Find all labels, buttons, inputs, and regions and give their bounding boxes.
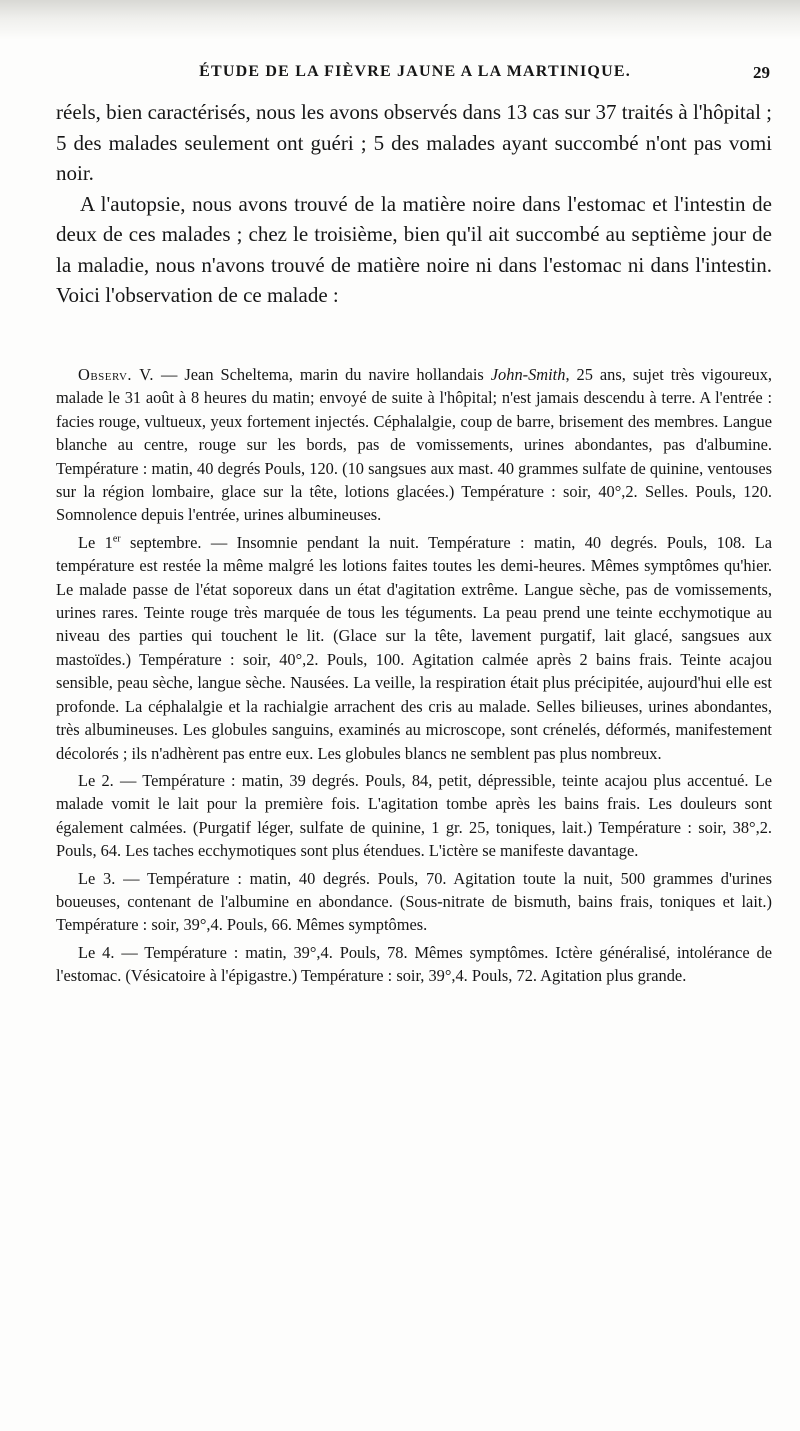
observation-opening-text-2: , 25 ans, sujet très vigoureux, malade le 31 août à 8 heures du matin; envoyé de suite à l'hôpital; n'est jamais descendu à terre. A l'entrée : facies rouge, vultueux, yeux fortement injectés. Céphalalgie, coup de barre, brisement des membres. Langue blanche au centre, rouge sur les bords, pas de vomissements, urines abondantes, pas d'albumine. Température : matin, 40 degrés Pouls, 120. (10 sangsues aux mast. 40 grammes sulfate de quinine, ventouses sur la région lombaire, glace sur la tête, lotions glacées.) Température : soir, 40°,2. Selles. Pouls, 120. Somnolence depuis l'entrée, urines albumineuses. (56, 365, 772, 525)
observation-v (56, 363, 772, 992)
day-1-entry (56, 531, 772, 765)
observation-opening (56, 363, 772, 527)
day-1-superscript: er (112, 533, 121, 545)
intro-paragraph-1: réels, bien caractérisés, nous les avons observés dans 13 cas sur 37 traités à l'hôpital ; 5 des malades seulement ont guéri ; 5 des malades ayant succombé n'ont pas vomi noir. (56, 100, 772, 185)
observation-label: Observ. V. (78, 365, 155, 384)
observation-dash: — (154, 365, 185, 384)
day-1-text: septembre. — Insomnie pendant la nuit. Température : matin, 40 degrés. Pouls, 108. La température est restée la même malgré les lotions faites toutes les demi-heures. Mêmes symptômes qu'hier. Le malade passe de l'état soporeux dans un état d'agitation extrême. Langue sèche, pas de vomissements, urines rares. Teinte rouge très marquée de tous les téguments. La peau prend une teinte ecchymotique au niveau des parties qui touchent le lit. (Glace sur la tête, lavement purgatif, lait glacé, sangsues aux mastoïdes.) Température : soir, 40°,2. Pouls, 100. Agitation calmée après 2 bains frais. Teinte acajou sensible, peau sèche, langue sèche. Nausées. La veille, la respiration était plus précipitée, aujourd'hui elle est profonde. La céphalalgie et la rachialgie arrachent des cris au malade. Selles bilieuses, urines abondantes, très albumineuses. Les globules sanguins, examinés au microscope, sont crénelés, déformés, manifestement décolorés ; ils n'adhèrent pas entre eux. Les globules blancs ne semblent pas plus nombreux. (56, 532, 772, 763)
running-head (60, 63, 770, 93)
ship-name: John-Smith (490, 365, 566, 384)
intro-paragraph-2: A l'autopsie, nous avons trouvé de la matière noire dans l'estomac et l'intestin de deux de ces malades ; chez le troisième, bien qu'il ait succombé au septième jour de la maladie, nous n'avons trouvé de matière noire ni dans l'estomac ni dans l'intestin. Voici l'observation de ce malade : (56, 191, 772, 307)
day-2-entry: Le 2. — Température : matin, 39 degrés. Pouls, 84, petit, dépressible, teinte acajou plus accentué. Le malade vomit le lait pour la première fois. L'agitation tombe après les bains frais. Les douleurs sont également calmées. (Purgatif léger, sulfate de quinine, 1 gr. 25, toniques, lait.) Température : soir, 38°,2. Pouls, 64. Les taches ecchymotiques sont plus étendues. L'ictère se manifeste davantage. (56, 770, 772, 861)
observation-opening-text-1: Jean Scheltema, marin du navire hollandais (184, 365, 491, 384)
day-3-entry: Le 3. — Température : matin, 40 degrés. Pouls, 70. Agitation toute la nuit, 500 grammes d'urines boueuses, contenant de l'albumine en abondance. (Sous-nitrate de bismuth, bains frais, toniques et lait.) Température : soir, 39°,4. Pouls, 66. Mêmes symptômes. (56, 868, 772, 935)
intro-text (56, 97, 772, 311)
running-title: ÉTUDE DE LA FIÈVRE JAUNE A LA MARTINIQUE. (199, 63, 631, 80)
page-number: 29 (753, 63, 770, 82)
scan-top-shadow (0, 0, 800, 40)
day-1-prefix: Le 1 (78, 532, 113, 552)
day-4-entry: Le 4. — Température : matin, 39°,4. Pouls, 78. Mêmes symptômes. Ictère généralisé, intolérance de l'estomac. (Vésicatoire à l'épigastre.) Température : soir, 39°,4. Pouls, 72. Agitation plus grande. (56, 942, 772, 986)
